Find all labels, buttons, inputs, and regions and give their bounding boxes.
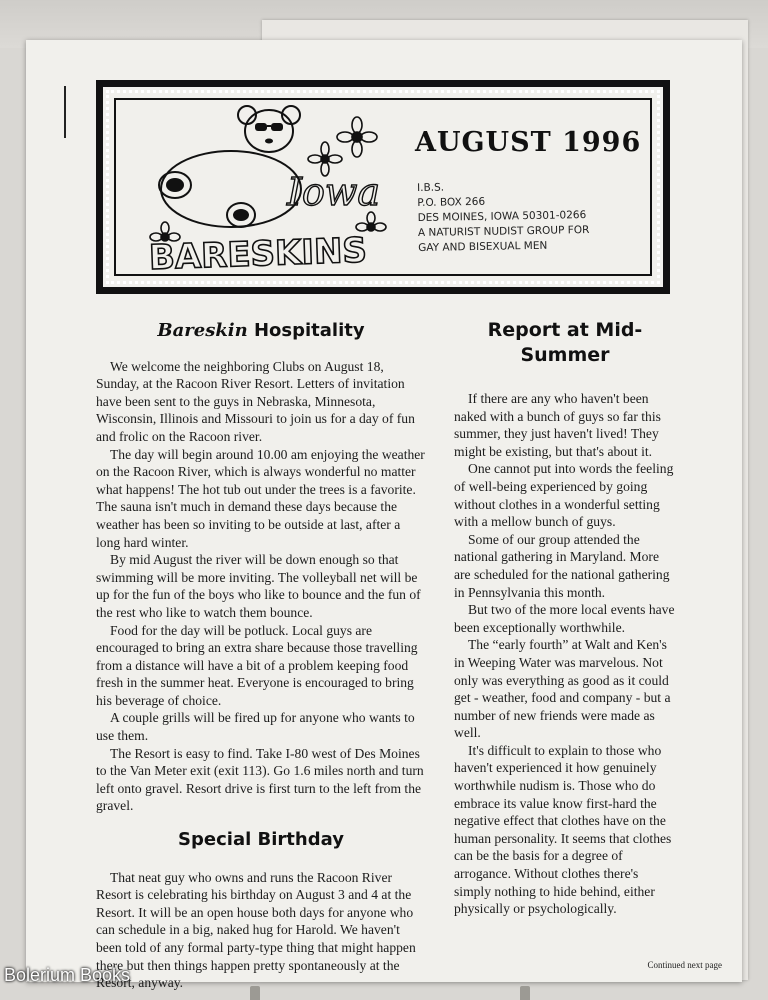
paragraph: Some of our group attended the national gathering in Maryland. More are scheduled for the national gathering in Pennsylvania this month. (454, 531, 670, 600)
left-column (96, 322, 426, 992)
address-line: I.B.S. (417, 181, 445, 194)
watermark: Bolerium Books (4, 965, 131, 985)
paragraph: By mid August the river will be down enough so that swimming will be more inviting. The volleyball net will be up for the fun of the boys who like to bounce and the fun of the rest who like to watch them bounce. (96, 552, 421, 620)
logo-bareskins: BARESKINS (148, 230, 368, 279)
display-stand (520, 986, 530, 1000)
paragraph: That neat guy who owns and runs the Racoon River Resort is celebrating his birthday on August 3 and 4 at the Resort. It will be an open house both days for anyone who can schedule in a big, naked hug for Harold. We haven't been told of any formal party-type thing that might happen there but then things happen pretty spontaneously at the Resort, anyway. (96, 869, 416, 991)
paragraph: The Resort is easy to find. Take I-80 west of Des Moines to the Van Meter exit (exit 113). Go 1.6 miles north and turn left onto gravel. Resort drive is first turn to the left from the gravel. (96, 745, 424, 814)
paragraph: If there are any who haven't been naked with a bunch of guys so far this summer, they just haven't lived! They might be existing, but that's about it. (454, 391, 661, 459)
paragraph: But two of the more local events have been exceptionally worthwhile. (454, 602, 675, 635)
logo-iowa: Iowa (287, 170, 381, 214)
masthead (96, 80, 670, 294)
newsletter-page (26, 40, 742, 991)
report-heading: Report at Mid-Summer (487, 319, 643, 366)
address-line: DES MOINES, IOWA 50301-0266 (417, 209, 587, 224)
paragraph: It's difficult to explain to those who haven't experienced it how genuinely worthwhile nudism is. Those who do embrace its value know first-hard the negative effect that clothes have on the human personality. It seems that clothes can be the basis for a degree of arrogance. Without clothes there's simply nothing to hide behind, either physically or psychologically. (454, 742, 672, 917)
paragraph: One cannot put into words the feeling of well-being experienced by going without clothes in a wonderful setting with a mellow bunch of guys. (454, 461, 674, 530)
paragraph: We welcome the neighboring Clubs on August 18, Sunday, at the Racoon River Resort. Letters of invitation have been sent to the guys in Nebraska, Minnesota, Wisconsin, Illinois and Missouri to join us for a day of fun and frolic on the Racoon river. (96, 358, 415, 444)
special-birthday-heading: Special Birthday (178, 829, 344, 851)
mailing-address (417, 178, 590, 256)
display-stand (250, 986, 260, 1000)
teddy-bear-logo-icon (119, 97, 415, 277)
hospitality-heading (96, 322, 426, 340)
heading-rest: Hospitality (247, 320, 365, 341)
issue-date: AUGUST 1996 (415, 127, 642, 158)
heading-italic: Bareskin (157, 320, 248, 341)
paragraph: The “early fourth” at Walt and Ken's in Weeping Water was marvelous. Not only was everything as good as it could get - weather, food and company - but a number of new friends were made as well. (454, 637, 671, 741)
paragraph: Food for the day will be potluck. Local guys are encouraged to bring an extra share because those travelling from a distance will have a bit of a problem keeping food fresh in the summer heat. Everyone is encouraged to bring his beverage of choice. (96, 622, 418, 708)
continued-note: Continued next page (647, 960, 722, 970)
paragraph: A couple grills will be fired up for anyone who wants to use them. (96, 710, 415, 744)
paragraph: The day will begin around 10.00 am enjoying the weather on the Racoon River, which is always wonderful no matter what happens! The hot tub out under the trees is a favorite. The sauna isn't much in demand these days because the weather has been so inviting to be outside at last, after a long hard winter. (96, 446, 425, 550)
right-column (454, 318, 676, 918)
address-line: P.O. BOX 266 (417, 195, 486, 209)
address-line: GAY AND BISEXUAL MEN (418, 239, 548, 254)
margin-mark (64, 86, 66, 138)
address-line: A NATURIST NUDIST GROUP FOR (417, 224, 590, 239)
masthead-inner-border (114, 98, 652, 276)
